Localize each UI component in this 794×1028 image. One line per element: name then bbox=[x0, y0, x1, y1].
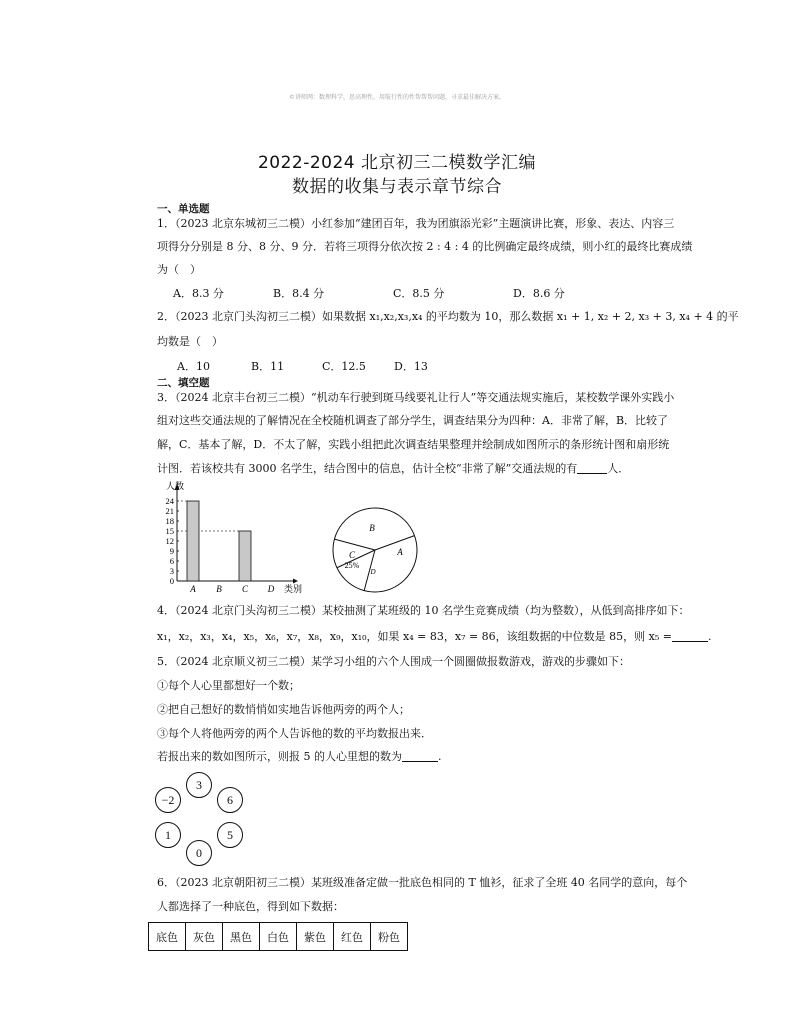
q1-line2: 项得分分别是 8 分、8 分、9 分．若将三项得分依次按 2 : 4 : 4 的比例确定最终成绩，则小红的最终比赛成绩 bbox=[157, 240, 693, 253]
pie-label-b: B bbox=[369, 523, 375, 533]
page-subtitle: 数据的收集与表示章节综合 bbox=[292, 177, 502, 197]
q2-option-b: B．11 bbox=[251, 360, 285, 373]
y-tick-label: 9 bbox=[169, 546, 174, 556]
pie-chart bbox=[330, 505, 420, 595]
q2-option-a: A．10 bbox=[177, 360, 210, 373]
q1-option-d: D．8.6 分 bbox=[513, 287, 565, 300]
q3-line1: 3．（2024 北京丰台初三二模）“机动车行驶到斑马线要礼让行人”等交通法规实施后，某校数学课外实践小 bbox=[157, 391, 675, 404]
q4-line2 bbox=[157, 630, 717, 643]
number-circle: −2 bbox=[155, 787, 181, 813]
q1-line1: 1．（2023 北京东城初三二模）小红参加“建团百年，我为团旗添光彩”主题演讲比赛，形象、表达、内容三 bbox=[157, 217, 675, 230]
table-cell: 底色 bbox=[149, 923, 186, 951]
q2-options bbox=[177, 360, 737, 373]
x-axis-label: 类别 bbox=[284, 585, 303, 595]
y-tick-label: 12 bbox=[165, 536, 174, 546]
bar bbox=[187, 501, 199, 581]
color-table bbox=[148, 922, 408, 951]
table-cell: 白色 bbox=[260, 923, 297, 951]
pie-label-a: A bbox=[397, 547, 403, 557]
y-tick-label: 3 bbox=[169, 566, 174, 576]
q4-line2-text: x₁，x₂，x₃，x₄，x₅，x₆，x₇，x₈，x₉，x₁₀，如果 x₄ = 83，x₇ = 86，该组数据的中位数是 85，则 x₅ = bbox=[157, 630, 672, 643]
q1-options bbox=[173, 287, 733, 300]
q5-step2: ②把自己想好的数悄悄如实地告诉他两旁的两个人； bbox=[157, 703, 410, 716]
q2-option-d: D．13 bbox=[394, 360, 428, 373]
pie-label-d: D bbox=[370, 568, 376, 576]
table-cell: 黑色 bbox=[223, 923, 260, 951]
q5-answer-blank bbox=[402, 750, 438, 762]
y-tick-label: 18 bbox=[165, 516, 174, 526]
q3-answer-blank bbox=[577, 462, 607, 474]
y-tick-label: 24 bbox=[165, 496, 174, 506]
q2-line1: 2．（2023 北京门头沟初三二模）如果数据 x₁,x₂,x₃,x₄ 的平均数为 10，那么数据 x₁ + 1, x₂ + 2, x₃ + 3, x₄ + 4 的平 bbox=[157, 310, 739, 323]
x-axis-arrow bbox=[293, 579, 298, 584]
q1-option-b: B．8.4 分 bbox=[273, 287, 325, 300]
x-tick-label: D bbox=[267, 584, 275, 594]
bar-chart bbox=[150, 478, 310, 598]
number-circle: 3 bbox=[186, 772, 212, 798]
number-circle: 1 bbox=[155, 822, 181, 848]
q4-line1: 4．（2024 北京门头沟初三二模）某校抽测了某班级的 10 名学生竞赛成绩（均为整数），从低到高排序如下： bbox=[157, 604, 690, 617]
y-tick-label: 21 bbox=[165, 506, 174, 516]
y-axis-label: 人数 bbox=[166, 482, 185, 492]
pie-percent-c: 25% bbox=[344, 561, 360, 570]
q6-line1: 6．（2023 北京朝阳初三二模）某班级准备定做一批底色相同的 T 恤衫，征求了全班 40 名同学的意向，每个 bbox=[157, 876, 688, 889]
q3-line3: 解，C．基本了解，D．不太了解，实践小组把此次调查结果整理并绘制成如图所示的条形统计图和扇形统 bbox=[157, 438, 670, 451]
q5-step3: ③每个人将他两旁的两个人告诉他的数的平均数报出来． bbox=[157, 727, 432, 740]
q3-line2: 组对这些交通法规的了解情况在全校随机调查了部分学生，调查结果分为四种：A．非常了解，B．比较了 bbox=[157, 414, 669, 427]
q3-line4 bbox=[157, 462, 717, 475]
q1-line3: 为（ ） bbox=[157, 263, 201, 276]
section-fill-blank: 二、填空题 bbox=[157, 377, 210, 389]
q5-line1: 5．（2024 北京顺义初三二模）某学习小组的六个人围成一个圆圈做报数游戏，游戏的步骤如下： bbox=[157, 655, 630, 668]
pie-divider bbox=[375, 536, 414, 550]
q4-line2-end: . bbox=[708, 630, 712, 643]
x-tick-label: C bbox=[241, 584, 249, 594]
q3-line4-text: 计图．若该校共有 3000 名学生，结合图中的信息，估计全校“非常了解”交通法规的有 bbox=[157, 462, 578, 475]
table-cell: 红色 bbox=[334, 923, 371, 951]
page-title: 2022-2024 北京初三二模数学汇编 bbox=[257, 153, 537, 173]
y-tick-label: 0 bbox=[169, 576, 174, 586]
q2-line2: 均数是（ ） bbox=[157, 335, 223, 348]
q1-option-a: A．8.3 分 bbox=[173, 287, 224, 300]
bar bbox=[239, 531, 251, 581]
pie-divider bbox=[334, 539, 375, 550]
header-note: ©讲师网：数理科学，思高理性，用航行性的性帮帮帮问题，寻求最佳解决方案。 bbox=[288, 94, 505, 101]
x-tick-label: B bbox=[216, 584, 222, 594]
x-tick-label: A bbox=[190, 584, 196, 594]
table-cell: 灰色 bbox=[186, 923, 223, 951]
q5-question bbox=[157, 750, 717, 763]
table-row bbox=[149, 923, 408, 951]
number-circle: 6 bbox=[217, 787, 243, 813]
number-circle: 0 bbox=[186, 840, 212, 866]
y-tick-label: 6 bbox=[169, 556, 174, 566]
q5-question-end: . bbox=[438, 750, 442, 763]
q5-question-text: 若报出来的数如图所示，则报 5 的人心里想的数为 bbox=[157, 750, 402, 763]
q3-line4-end: 人． bbox=[607, 462, 630, 475]
q2-option-c: C．12.5 bbox=[322, 360, 366, 373]
pie-label-c: C bbox=[348, 550, 356, 560]
table-cell: 紫色 bbox=[297, 923, 334, 951]
q1-option-c: C．8.5 分 bbox=[393, 287, 445, 300]
table-cell: 粉色 bbox=[371, 923, 408, 951]
section-single-choice: 一、单选题 bbox=[157, 203, 210, 215]
q4-answer-blank bbox=[672, 630, 708, 642]
number-circle: 5 bbox=[217, 822, 243, 848]
y-tick-label: 15 bbox=[165, 526, 174, 536]
q5-step1: ①每个人心里都想好一个数； bbox=[157, 679, 300, 692]
q6-line2: 人都选择了一种底色，得到如下数据： bbox=[157, 900, 344, 913]
